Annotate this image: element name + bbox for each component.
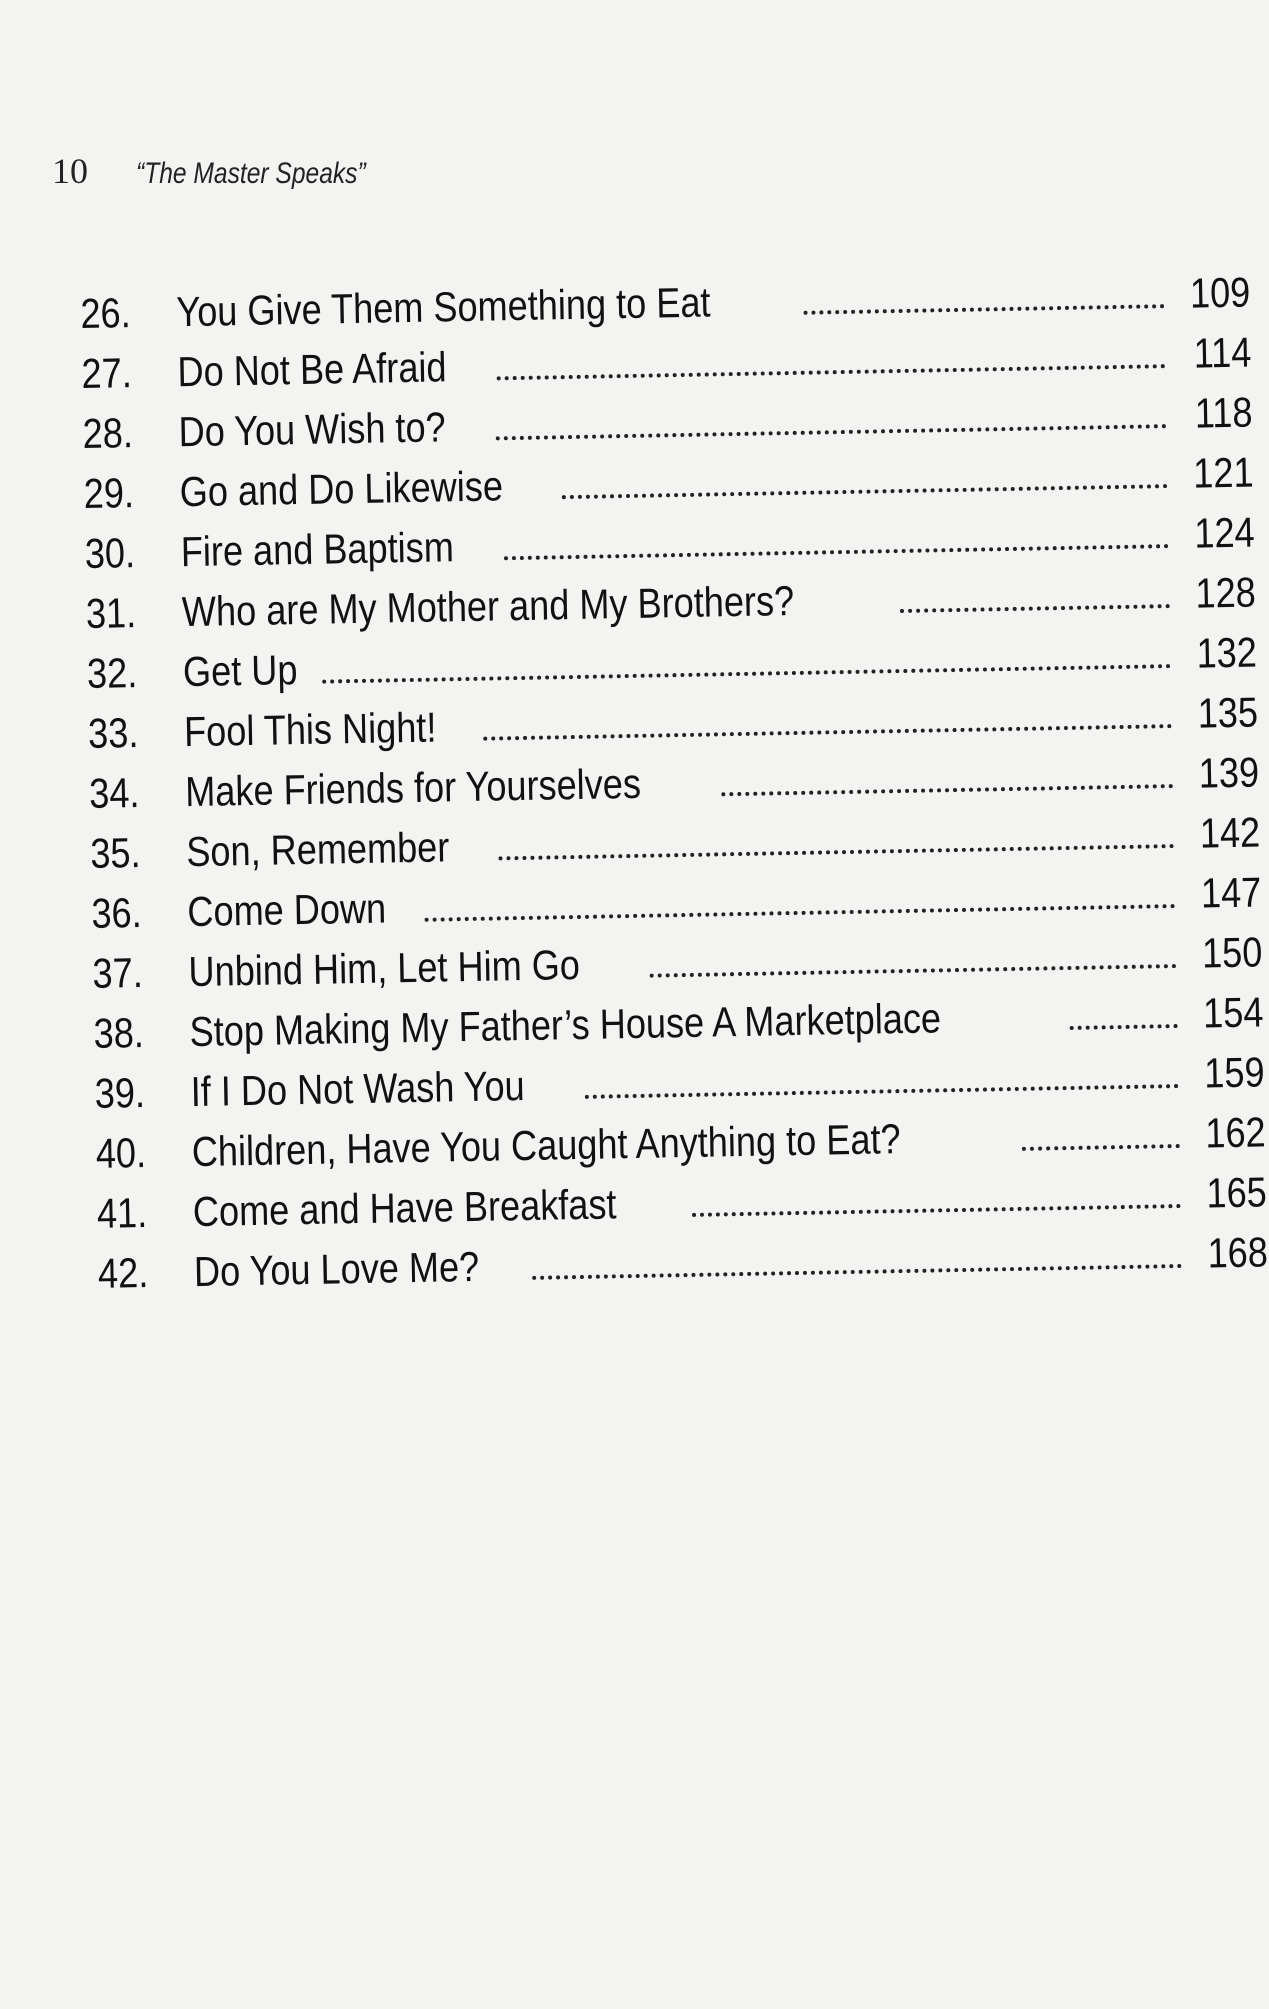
- dot-leader: [532, 1264, 1182, 1280]
- dot-leader: [562, 484, 1168, 499]
- dot-leader: [498, 844, 1174, 860]
- entry-number: 33.: [87, 709, 139, 757]
- dot-leader: [484, 724, 1173, 741]
- table-of-contents: [80, 269, 1268, 1310]
- entry-number: 31.: [85, 589, 137, 637]
- entry-page: 162: [1204, 1108, 1267, 1157]
- entry-page: 139: [1198, 748, 1260, 797]
- entry-title: Do You Wish to?: [178, 403, 447, 456]
- entry-number: 42.: [97, 1248, 149, 1297]
- page-header: [52, 150, 416, 192]
- entry-title: Do Not Be Afraid: [177, 343, 447, 396]
- dot-leader: [692, 1204, 1181, 1217]
- entry-page: 150: [1201, 928, 1263, 977]
- entry-title: Get Up: [182, 646, 298, 696]
- entry-number: 26.: [80, 289, 132, 337]
- entry-title: Stop Making My Father’s House A Marketplace: [189, 994, 942, 1056]
- dot-leader: [900, 604, 1170, 613]
- entry-number: 39.: [94, 1068, 146, 1117]
- entry-title: Unbind Him, Let Him Go: [188, 940, 581, 996]
- entry-title: Make Friends for Yourselves: [184, 759, 642, 816]
- entry-number: 40.: [95, 1128, 147, 1177]
- entry-number: 30.: [84, 529, 136, 577]
- entry-page: 114: [1193, 328, 1252, 377]
- entry-page: 154: [1202, 988, 1264, 1037]
- entry-page: 168: [1207, 1228, 1269, 1277]
- entry-title: If I Do Not Wash You: [190, 1061, 526, 1116]
- entry-page: 121: [1192, 448, 1254, 497]
- entry-title: Fire and Baptism: [180, 523, 455, 576]
- entry-number: 34.: [88, 768, 140, 817]
- entry-page: 124: [1193, 508, 1256, 557]
- dot-leader: [504, 544, 1168, 560]
- entry-title: Who are My Mother and My Brothers?: [181, 576, 795, 636]
- dot-leader: [322, 664, 1171, 684]
- entry-number: 36.: [90, 888, 143, 937]
- entry-number: 41.: [96, 1188, 148, 1237]
- entry-title: Children, Have You Caught Anything to Eat?: [191, 1115, 901, 1176]
- entry-page: 159: [1203, 1048, 1265, 1097]
- entry-page: 135: [1197, 688, 1259, 737]
- dot-leader: [804, 304, 1165, 315]
- dot-leader: [1070, 1024, 1178, 1030]
- running-title: “The Master Speaks”: [136, 157, 366, 190]
- dot-leader: [1022, 1144, 1180, 1151]
- entry-number: 29.: [83, 469, 135, 517]
- dot-leader: [721, 784, 1173, 796]
- entry-number: 37.: [92, 948, 144, 997]
- entry-number: 35.: [89, 828, 141, 877]
- entry-page: 142: [1199, 808, 1261, 857]
- entry-title: Come Down: [186, 884, 387, 936]
- entry-page: 118: [1194, 388, 1253, 437]
- entry-page: 128: [1195, 568, 1257, 617]
- entry-number: 38.: [93, 1008, 145, 1057]
- entry-number: 28.: [82, 409, 134, 457]
- entry-title: You Give Them Something to Eat: [175, 278, 711, 336]
- entry-number: 32.: [86, 649, 138, 697]
- entry-title: Do You Love Me?: [193, 1242, 480, 1296]
- dot-leader: [425, 904, 1176, 922]
- entry-title: Go and Do Likewise: [179, 462, 504, 516]
- dot-leader: [650, 964, 1177, 978]
- entry-title: Son, Remember: [185, 823, 450, 876]
- entry-number: 27.: [81, 349, 133, 397]
- entry-page: 147: [1200, 868, 1262, 917]
- entry-page: 132: [1196, 628, 1258, 677]
- dot-leader: [585, 1084, 1179, 1099]
- entry-page: 165: [1206, 1168, 1268, 1217]
- entry-page: 109: [1189, 268, 1251, 317]
- dot-leader: [496, 364, 1165, 380]
- dot-leader: [495, 424, 1166, 440]
- page-number: 10: [52, 151, 88, 191]
- entry-title: Fool This Night!: [183, 703, 437, 756]
- entry-title: Come and Have Breakfast: [192, 1180, 617, 1236]
